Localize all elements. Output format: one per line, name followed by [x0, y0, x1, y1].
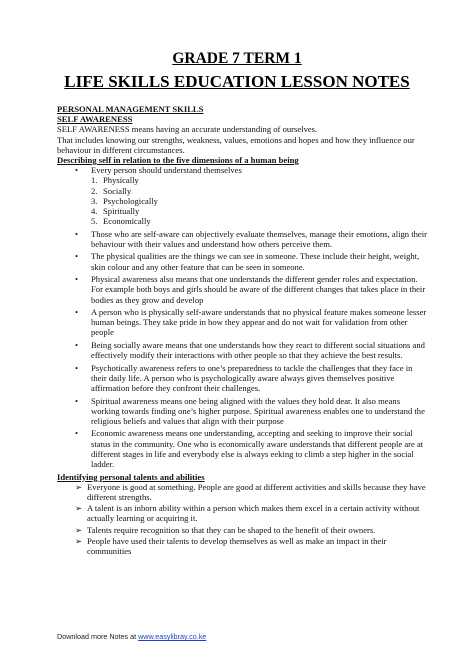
talents-heading: Identifying personal talents and abilities: [57, 471, 205, 482]
page-footer: [57, 632, 206, 641]
lesson-body: [57, 104, 427, 557]
arrow-bullet-icon: ➢: [75, 535, 83, 546]
item-number: 4.: [91, 206, 98, 217]
intro-paragraph: That includes knowing our strengths, weakness, values, emotions and hopes and how they influence our behaviour in different circumstances.: [57, 134, 415, 155]
item-number: 2.: [91, 185, 98, 196]
footer-text: Download more Notes at: [57, 632, 139, 641]
arrow-bullet-icon: ➢: [75, 524, 83, 535]
list-item-text: People have used their talents to develop themselves as well as make an impact in their communities: [87, 535, 387, 556]
list-item: • Physical awareness also means that one understands the different gender roles and expectation. For example both boys and girls should be aware of the different changes that takes place in their bodies as they grow and develop: [57, 274, 427, 305]
list-item: • Economic awareness means one understanding, accepting and seeking to improve their social status in the community. One who is economically aware understands that different people are at different stages in life and everybody else is always eeking to climb a step higher in the social ladder.: [57, 428, 427, 469]
item-number: 1.: [91, 175, 98, 186]
item-text: Psychologically: [103, 195, 158, 206]
document-title-line1: GRADE 7 TERM 1: [172, 50, 302, 67]
intro-paragraph: SELF AWARENESS means having an accurate understanding of ourselves.: [57, 124, 318, 135]
item-text: Physically: [103, 175, 139, 186]
dimensions-list: [57, 165, 427, 469]
item-number: 5.: [91, 216, 98, 227]
list-item: • Spiritual awareness means one being aligned with the values they hold dear. It also means working towards finding one’s higher purpose. Spiritual awareness enables one to understand the religious beliefs and values that align with their purpose: [57, 396, 427, 427]
list-item: [57, 536, 427, 556]
section-heading: PERSONAL MANAGEMENT SKILLS: [57, 104, 204, 114]
list-item: • A person who is physically self-aware understands that no physical feature makes someone lesser human beings. They take pride in how they appear and do not wait for validation from other people: [57, 307, 427, 338]
numbered-item: [57, 175, 427, 185]
list-item: [57, 165, 427, 226]
list-item: [57, 482, 427, 502]
numbered-item: [57, 186, 427, 196]
list-item-text: Everyone is good at something. People are good at different activities and skills because they have different strengths.: [87, 481, 426, 502]
numbered-item: [57, 206, 427, 216]
talents-list: [57, 482, 427, 556]
list-item: • Being socially aware means that one understands how they react to different social situations and effectively modify their interactions with other people so that they achieve the best results.: [57, 340, 427, 360]
list-item: • The physical qualities are the things we can see in someone. These include their height, weight, skin colour and any other feature that can be seen in someone.: [57, 251, 427, 271]
item-text: Economically: [103, 216, 151, 227]
section-subheading: SELF AWARENESS: [57, 114, 133, 125]
list-item: • Those who are self-aware can objectively evaluate themselves, manage their emotions, align their behaviour with their values and understand how others perceive them.: [57, 229, 427, 249]
list-item: [57, 525, 427, 535]
list-item-text: A talent is an inborn ability within a person which makes them excel in a certain activity without actually learning or acquiring it.: [87, 503, 420, 524]
list-item-text: Talents require recognition so that they can be shaped to the benefit of their owners.: [87, 524, 376, 535]
item-text: Spiritually: [103, 206, 140, 217]
list-item-text: Every person should understand themselves: [91, 165, 242, 176]
list-item: • Psychotically awareness refers to one’s preparedness to tackle the challenges that they face in their daily life. A person who is psychologically aware always gives themselves positive affirmation before they confront their challenges.: [57, 363, 427, 394]
numbered-item: [57, 196, 427, 206]
footer-link[interactable]: www.easylibray.co.ke: [138, 632, 207, 641]
numbered-item: [57, 216, 427, 226]
item-text: Socially: [103, 185, 132, 196]
dimensions-heading: Describing self in relation to the five dimensions of a human being: [57, 155, 299, 166]
document-title-line2: LIFE SKILLS EDUCATION LESSON NOTES: [64, 72, 410, 91]
item-number: 3.: [91, 195, 98, 206]
arrow-bullet-icon: ➢: [75, 481, 83, 492]
list-item: [57, 503, 427, 523]
numbered-list: [91, 175, 427, 226]
arrow-bullet-icon: ➢: [75, 503, 83, 514]
